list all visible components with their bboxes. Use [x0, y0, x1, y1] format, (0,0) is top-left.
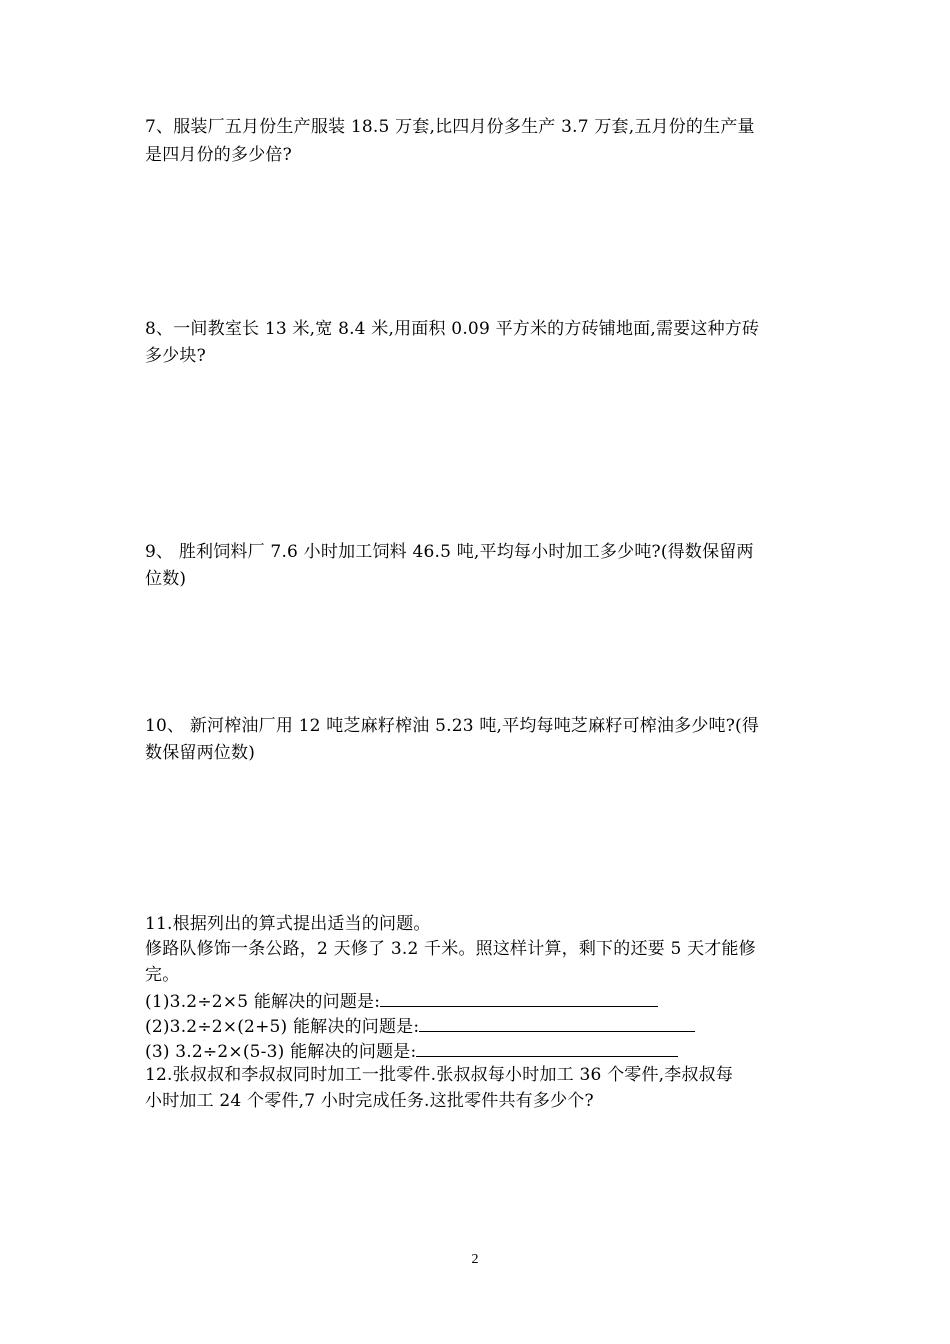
question-11-context-line-2: 完。 [145, 965, 180, 985]
question-12-line-2: 小时加工 24 个零件,7 小时完成任务.这批零件共有多少个? [145, 1091, 594, 1111]
question-8-line-1: 8、一间教室长 13 米,宽 8.4 米,用面积 0.09 平方米的方砖铺地面,需要这种方砖 [145, 319, 760, 339]
question-9-line-1: 9、 胜利饲料厂 7.6 小时加工饲料 46.5 吨,平均每小时加工多少吨?(得数保留两 [145, 542, 754, 562]
question-10-line-1: 10、 新河榨油厂用 12 吨芝麻籽榨油 5.23 吨,平均每吨芝麻籽可榨油多少吨?(得 [145, 716, 760, 736]
question-8-line-2: 多少块? [145, 346, 206, 366]
question-10-line-2: 数保留两位数) [145, 743, 256, 763]
question-11-sub-2 [145, 1015, 695, 1038]
answer-blank-1[interactable] [380, 990, 658, 1007]
answer-blank-2[interactable] [419, 1015, 695, 1032]
question-11-sub-1-text: (1)3.2÷2×5 能解决的问题是: [145, 992, 381, 1012]
question-11-sub-3 [145, 1040, 678, 1063]
question-11-sub-3-text: (3) 3.2÷2×(5-3) 能解决的问题是: [145, 1042, 417, 1062]
question-11-sub-1 [145, 990, 658, 1013]
page-number: 2 [471, 1252, 479, 1267]
question-11-sub-2-text: (2)3.2÷2×(2+5) 能解决的问题是: [145, 1017, 420, 1037]
question-9-line-2: 位数) [145, 569, 187, 589]
question-11-title: 11.根据列出的算式提出适当的问题。 [145, 914, 431, 934]
question-7-line-2: 是四月份的多少倍? [145, 145, 292, 165]
question-11-context-line-1: 修路队修饰一条公路，2 天修了 3.2 千米。照这样计算，剩下的还要 5 天才能修 [145, 939, 756, 959]
question-7-line-1: 7、服装厂五月份生产服装 18.5 万套,比四月份多生产 3.7 万套,五月份的生产量 [145, 117, 755, 137]
question-12-line-1: 12.张叔叔和李叔叔同时加工一批零件.张叔叔每小时加工 36 个零件,李叔叔每 [145, 1065, 734, 1085]
answer-blank-3[interactable] [416, 1040, 678, 1057]
